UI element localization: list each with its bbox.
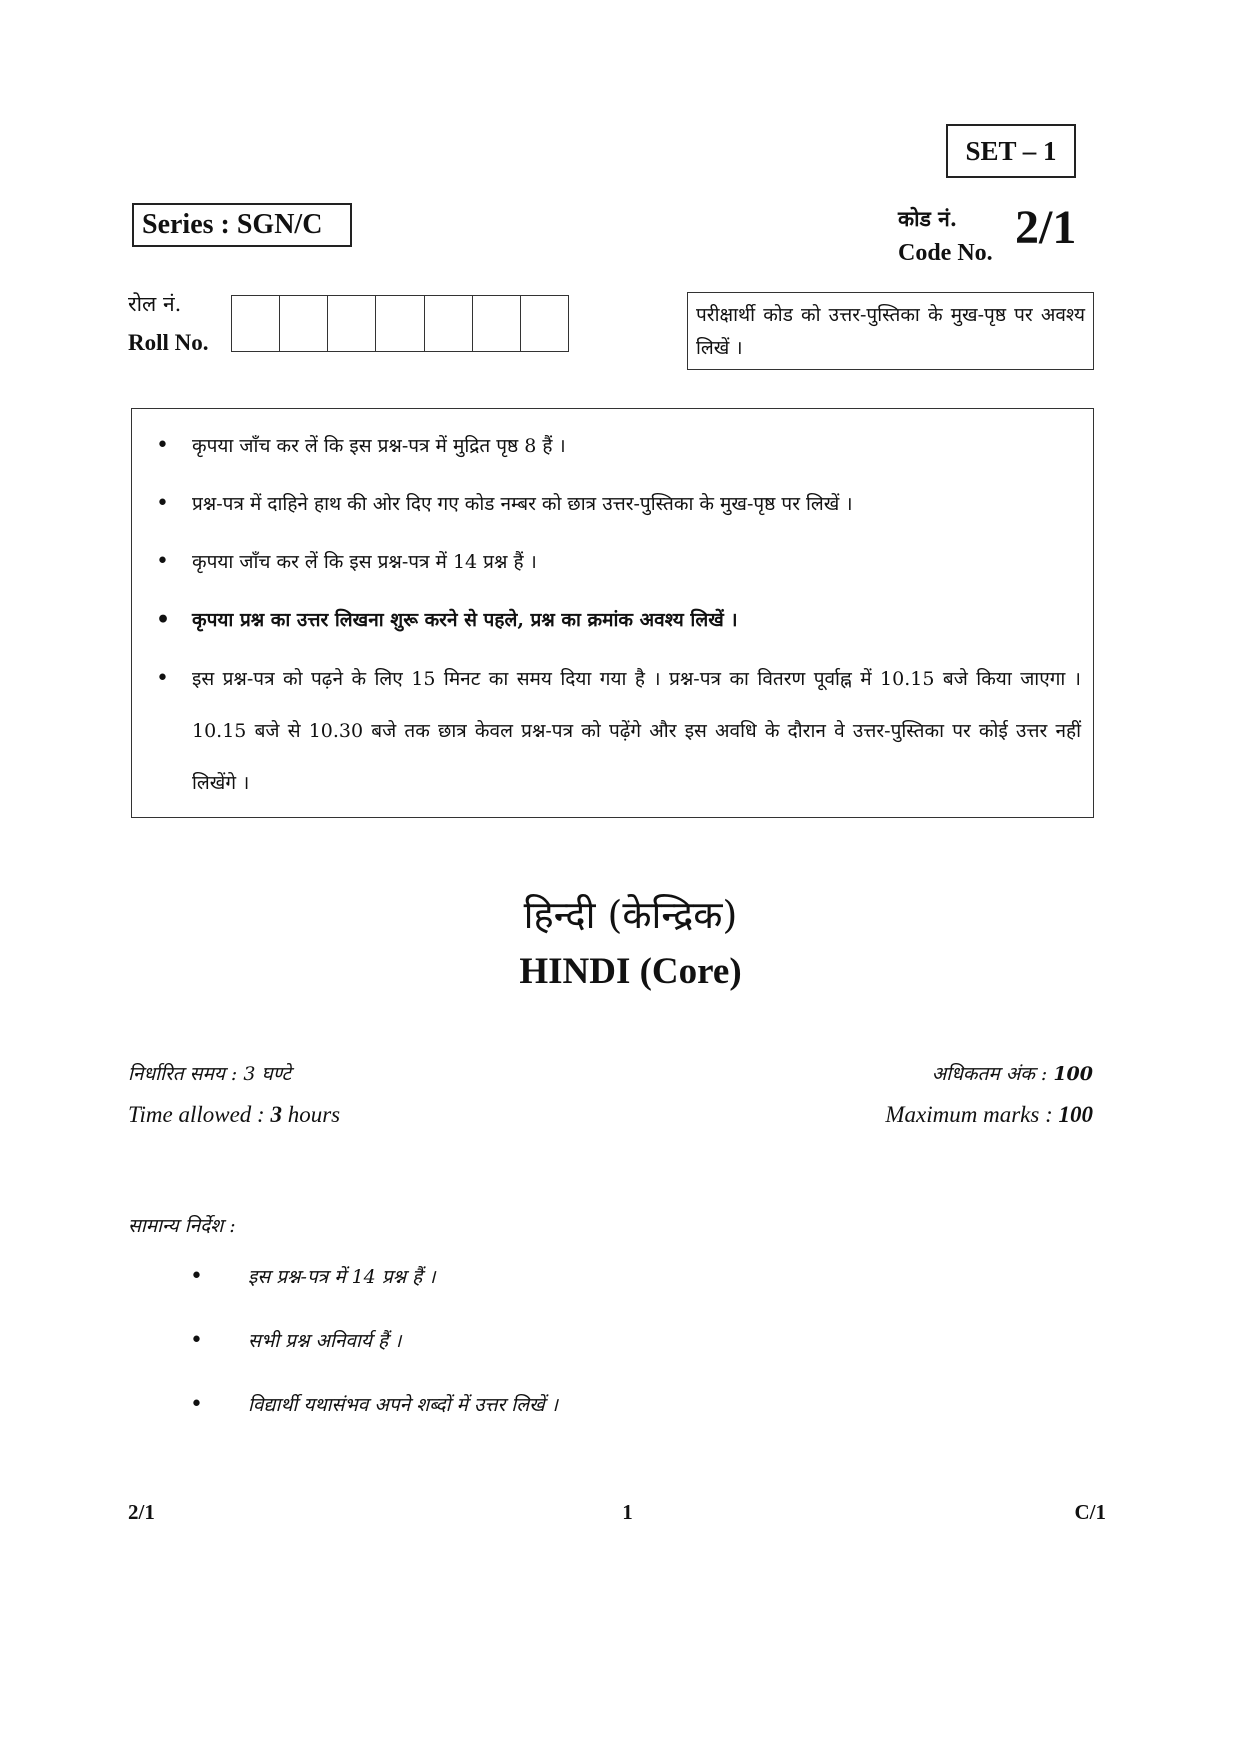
time-value-hindi: 3 घण्टे: [243, 1063, 292, 1085]
set-label: SET – 1: [946, 124, 1076, 178]
time-value-english: 3: [270, 1102, 282, 1127]
general-instruction-item: [190, 1262, 558, 1292]
roll-number-box[interactable]: [280, 296, 328, 351]
roll-number-box[interactable]: [521, 296, 569, 351]
marks-value-english: 100: [1058, 1102, 1093, 1127]
roll-number-box[interactable]: [376, 296, 424, 351]
general-instruction-text: सभी प्रश्न अनिवार्य हैं ।: [248, 1330, 402, 1352]
roll-label-hindi: रोल नं.: [128, 292, 182, 316]
general-instruction-item: [190, 1326, 558, 1356]
subject-title-english: HINDI (Core): [519, 951, 742, 992]
marks-label-hindi: अधिकतम अंक :: [931, 1063, 1054, 1085]
roll-label-english: Roll No.: [128, 330, 209, 355]
footer-set-code: C/1: [1074, 1500, 1106, 1524]
time-allowed-english: [128, 1102, 340, 1128]
code-number: 2/1: [1015, 201, 1077, 254]
bullet-icon: •: [156, 607, 171, 633]
general-instructions-heading: सामान्य निर्देश :: [128, 1215, 236, 1237]
time-label-english: Time allowed :: [128, 1102, 271, 1127]
instruction-text: इस प्रश्न-पत्र को पढ़ने के लिए 15 मिनट का समय दिया गया है । प्रश्न-पत्र का वितरण पूर्वाह्न में 10.15 बजे किया जाएगा । 10.15 बजे से 10.30 बजे तक छात्र केवल प्रश्न-पत्र को पढ़ेंगे और इस अवधि के दौरान वे उत्तर-पुस्तिका पर कोई उत्तर नहीं लिखेंगे ।: [192, 668, 1081, 794]
subject-title-hindi: हिन्दी (केन्द्रिक): [523, 893, 738, 937]
footer-code: 2/1: [128, 1500, 155, 1524]
marks-value-hindi: 100: [1053, 1063, 1093, 1085]
code-label-hindi: कोड नं.: [898, 206, 958, 231]
candidate-code-note: परीक्षार्थी कोड को उत्तर-पुस्तिका के मुख-पृष्ठ पर अवश्य लिखें ।: [687, 292, 1094, 370]
instruction-text: प्रश्न-पत्र में दाहिने हाथ की ओर दिए गए कोड नम्बर को छात्र उत्तर-पुस्तिका के मुख-पृष्ठ पर लिखें ।: [192, 493, 853, 515]
roll-number-box[interactable]: [328, 296, 376, 351]
maximum-marks-hindi: [932, 1060, 1093, 1086]
instruction-text: कृपया जाँच कर लें कि इस प्रश्न-पत्र में मुद्रित पृष्ठ 8 हैं ।: [192, 435, 566, 457]
general-instruction-text: इस प्रश्न-पत्र में 14 प्रश्न हैं ।: [248, 1266, 436, 1288]
roll-number-boxes[interactable]: [231, 295, 569, 352]
instruction-item: [152, 537, 1081, 587]
instruction-item: [152, 479, 1081, 529]
time-label-hindi: निर्धारित समय :: [128, 1063, 244, 1085]
bullet-icon: •: [190, 1264, 203, 1289]
general-instruction-item: [190, 1390, 558, 1420]
instruction-item: [152, 421, 1081, 471]
maximum-marks-english: [885, 1102, 1093, 1128]
series-label: Series : SGN/C: [132, 203, 352, 247]
instruction-item: [152, 653, 1081, 809]
general-instruction-text: विद्यार्थी यथासंभव अपने शब्दों में उत्तर लिखें ।: [248, 1394, 558, 1416]
page-number: 1: [622, 1500, 633, 1524]
instruction-text: कृपया जाँच कर लें कि इस प्रश्न-पत्र में 14 प्रश्न हैं ।: [192, 551, 537, 573]
time-unit-english: hours: [281, 1102, 341, 1127]
bullet-icon: •: [156, 549, 169, 574]
bullet-icon: •: [190, 1392, 203, 1417]
instruction-item: [152, 595, 1081, 645]
marks-label-english: Maximum marks :: [885, 1102, 1059, 1127]
bullet-icon: •: [156, 433, 169, 458]
instructions-list: [152, 421, 1081, 809]
bullet-icon: •: [156, 491, 169, 516]
roll-number-box[interactable]: [425, 296, 473, 351]
roll-number-box[interactable]: [232, 296, 280, 351]
code-label-english: Code No.: [898, 240, 993, 266]
time-allowed-hindi: [128, 1060, 291, 1086]
bullet-icon: •: [156, 666, 169, 691]
general-instructions-list: [190, 1262, 558, 1454]
instruction-text: कृपया प्रश्न का उत्तर लिखना शुरू करने से पहले, प्रश्न का क्रमांक अवश्य लिखें ।: [192, 609, 738, 631]
instructions-box: [131, 408, 1094, 818]
roll-number-box[interactable]: [473, 296, 521, 351]
bullet-icon: •: [190, 1328, 203, 1353]
